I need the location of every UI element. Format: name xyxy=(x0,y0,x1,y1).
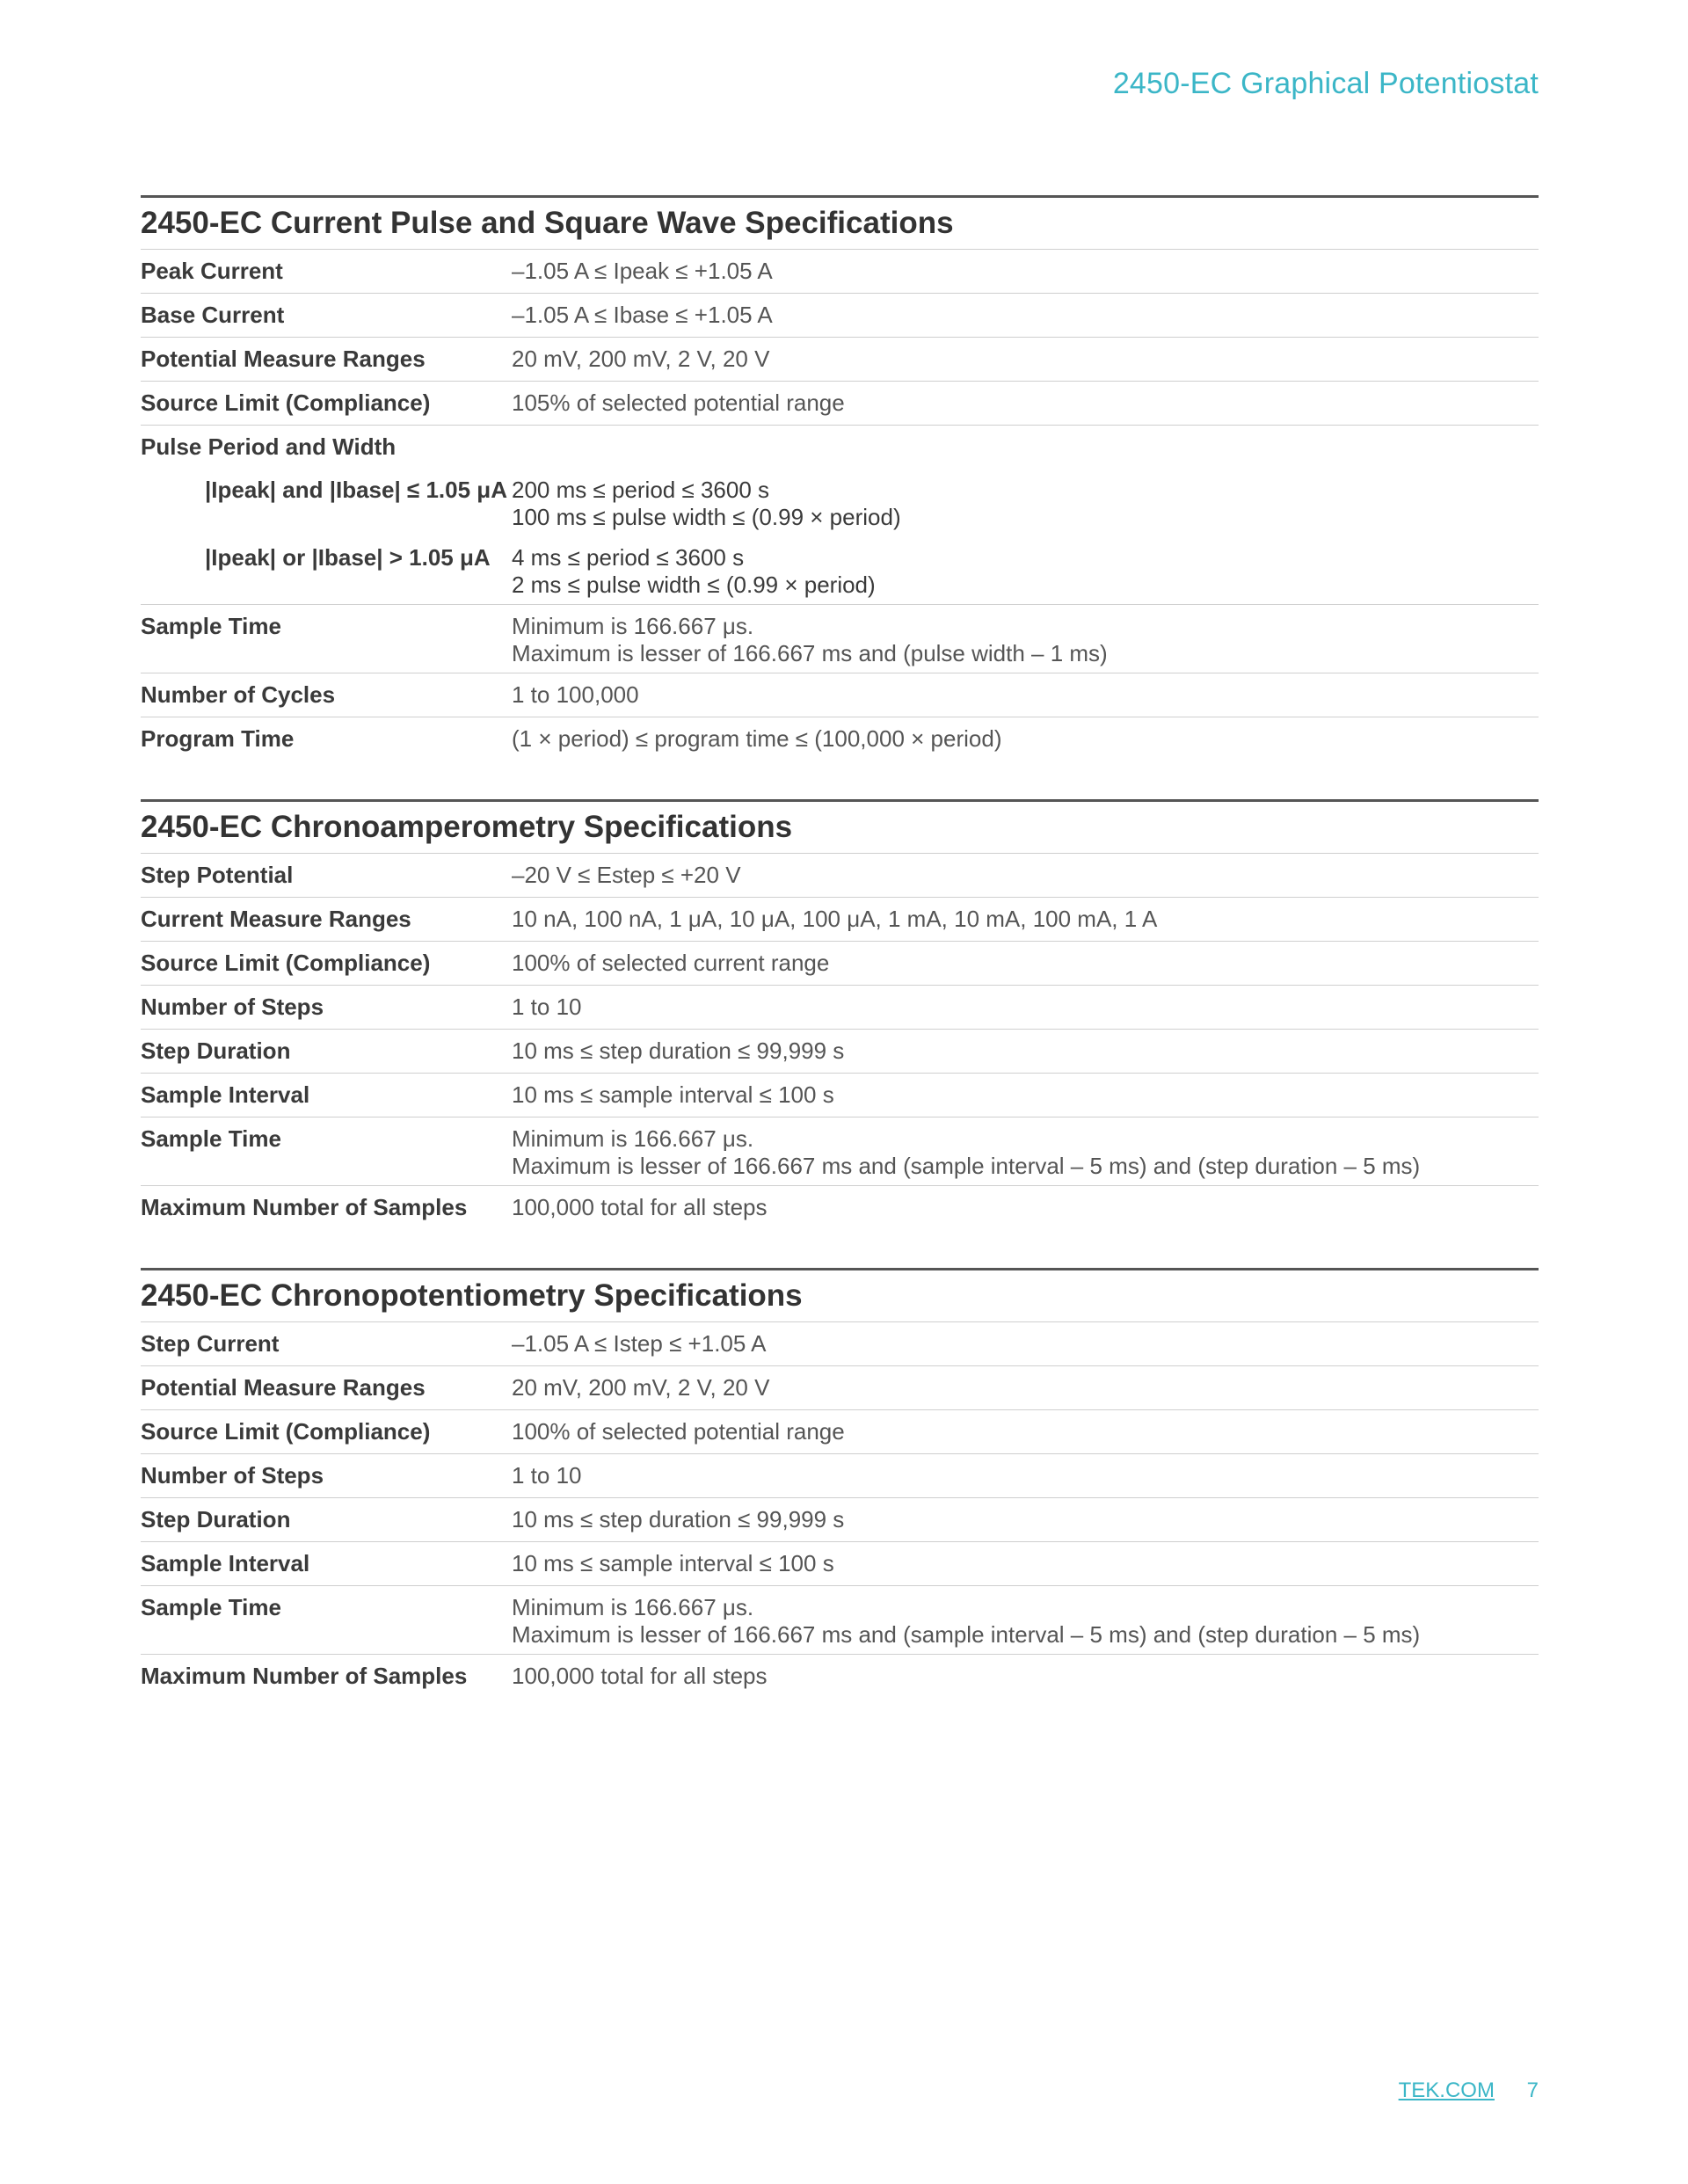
spec-value: –1.05 A ≤ Istep ≤ +1.05 A xyxy=(512,1330,767,1357)
spec-value: 105% of selected potential range xyxy=(512,389,845,416)
spec-value: 10 ms ≤ sample interval ≤ 100 s xyxy=(512,1550,834,1576)
spec-label: Step Duration xyxy=(141,1037,291,1064)
spec-row-base-current xyxy=(141,294,1539,338)
spec-row-step-potential xyxy=(141,854,1539,898)
spec-row-sample-time xyxy=(141,605,1539,673)
spec-row-step-duration xyxy=(141,1030,1539,1074)
spec-value: Minimum is 166.667 μs. Maximum is lesser of 166.667 ms and (pulse width – 1 ms) xyxy=(512,613,1108,666)
spec-row-pulse-period xyxy=(141,426,1539,469)
spec-label: Number of Steps xyxy=(141,1462,324,1489)
spec-value: –1.05 A ≤ Ipeak ≤ +1.05 A xyxy=(512,258,773,284)
spec-row-pulse-small xyxy=(141,469,1539,536)
spec-label: Step Potential xyxy=(141,862,294,888)
spec-value: 100% of selected current range xyxy=(512,950,830,976)
section-title: 2450-EC Chronopotentiometry Specifications xyxy=(141,1270,1539,1322)
spec-label: Source Limit (Compliance) xyxy=(141,1418,431,1445)
spec-label: Step Current xyxy=(141,1330,280,1357)
spec-value: 1 to 100,000 xyxy=(512,681,639,708)
spec-value: 10 nA, 100 nA, 1 μA, 10 μA, 100 μA, 1 mA, 10 mA, 100 mA, 1 A xyxy=(512,906,1158,932)
spec-row-max-samples xyxy=(141,1186,1539,1229)
spec-value: 10 ms ≤ sample interval ≤ 100 s xyxy=(512,1081,834,1108)
page-footer xyxy=(1399,2078,1539,2103)
spec-row-source-limit xyxy=(141,382,1539,426)
spec-label: Program Time xyxy=(141,725,295,752)
section-chronopotentiometry xyxy=(141,1268,1539,1698)
section-title: 2450-EC Chronoamperometry Specifications xyxy=(141,802,1539,854)
spec-row-sample-time xyxy=(141,1117,1539,1186)
spec-label: Sample Interval xyxy=(141,1081,310,1108)
spec-row-number-of-steps xyxy=(141,986,1539,1030)
spec-label: Sample Interval xyxy=(141,1550,310,1576)
spec-value: 10 ms ≤ step duration ≤ 99,999 s xyxy=(512,1506,845,1532)
spec-label: Source Limit (Compliance) xyxy=(141,389,431,416)
spec-row-source-limit xyxy=(141,942,1539,986)
spec-value: 100,000 total for all steps xyxy=(512,1194,768,1220)
spec-row-step-duration xyxy=(141,1498,1539,1542)
spec-row-number-of-steps xyxy=(141,1454,1539,1498)
footer-website-link[interactable]: TEK.COM xyxy=(1398,2078,1495,2102)
spec-sublabel: |Ipeak| or |Ibase| > 1.05 μA xyxy=(205,544,491,571)
spec-value: 1 to 10 xyxy=(512,1462,582,1489)
spec-label: Source Limit (Compliance) xyxy=(141,950,431,976)
spec-row-pulse-large xyxy=(141,536,1539,605)
spec-row-cycles xyxy=(141,673,1539,717)
spec-label: Base Current xyxy=(141,302,285,328)
spec-label: Maximum Number of Samples xyxy=(141,1663,468,1689)
spec-value: 1 to 10 xyxy=(512,994,582,1020)
spec-value: 20 mV, 200 mV, 2 V, 20 V xyxy=(512,346,770,372)
spec-label: Potential Measure Ranges xyxy=(141,1374,426,1401)
spec-label: Maximum Number of Samples xyxy=(141,1194,468,1220)
spec-value: 20 mV, 200 mV, 2 V, 20 V xyxy=(512,1374,770,1401)
spec-row-max-samples xyxy=(141,1655,1539,1698)
spec-label: Step Duration xyxy=(141,1506,291,1532)
spec-value: 4 ms ≤ period ≤ 3600 s 2 ms ≤ pulse width ≤ (0.99 × period) xyxy=(512,544,876,598)
spec-row-potential-ranges xyxy=(141,1366,1539,1410)
spec-label: Sample Time xyxy=(141,613,281,639)
spec-value: (1 × period) ≤ program time ≤ (100,000 × period) xyxy=(512,725,1002,752)
spec-row-potential-ranges xyxy=(141,338,1539,382)
page-number: 7 xyxy=(1526,2078,1539,2102)
spec-label: Current Measure Ranges xyxy=(141,906,411,932)
spec-value: 100% of selected potential range xyxy=(512,1418,845,1445)
section-title: 2450-EC Current Pulse and Square Wave Specifications xyxy=(141,198,1539,250)
page-header-title: 2450-EC Graphical Potentiostat xyxy=(1112,67,1539,100)
spec-label: Sample Time xyxy=(141,1594,281,1620)
spec-row-program-time xyxy=(141,717,1539,761)
spec-value: –20 V ≤ Estep ≤ +20 V xyxy=(512,862,741,888)
spec-row-peak-current xyxy=(141,250,1539,294)
spec-content xyxy=(141,195,1539,1736)
spec-value: 200 ms ≤ period ≤ 3600 s 100 ms ≤ pulse width ≤ (0.99 × period) xyxy=(512,477,901,530)
spec-value: 100,000 total for all steps xyxy=(512,1663,768,1689)
section-current-pulse xyxy=(141,195,1539,761)
spec-row-step-current xyxy=(141,1322,1539,1366)
spec-label: Potential Measure Ranges xyxy=(141,346,426,372)
spec-value: 10 ms ≤ step duration ≤ 99,999 s xyxy=(512,1037,845,1064)
spec-label: Sample Time xyxy=(141,1125,281,1152)
spec-label: Number of Steps xyxy=(141,994,324,1020)
spec-row-current-ranges xyxy=(141,898,1539,942)
spec-row-sample-interval xyxy=(141,1074,1539,1117)
spec-sublabel: |Ipeak| and |Ibase| ≤ 1.05 μA xyxy=(205,477,507,503)
section-chronoamperometry xyxy=(141,799,1539,1229)
spec-value: –1.05 A ≤ Ibase ≤ +1.05 A xyxy=(512,302,773,328)
spec-value: Minimum is 166.667 μs. Maximum is lesser of 166.667 ms and (sample interval – 5 ms) and (step duration – 5 ms) xyxy=(512,1125,1421,1179)
spec-row-source-limit xyxy=(141,1410,1539,1454)
spec-row-sample-time xyxy=(141,1586,1539,1655)
spec-label: Number of Cycles xyxy=(141,681,336,708)
spec-label: Peak Current xyxy=(141,258,283,284)
spec-value: Minimum is 166.667 μs. Maximum is lesser of 166.667 ms and (sample interval – 5 ms) and (step duration – 5 ms) xyxy=(512,1594,1421,1648)
spec-label: Pulse Period and Width xyxy=(141,433,397,460)
spec-row-sample-interval xyxy=(141,1542,1539,1586)
